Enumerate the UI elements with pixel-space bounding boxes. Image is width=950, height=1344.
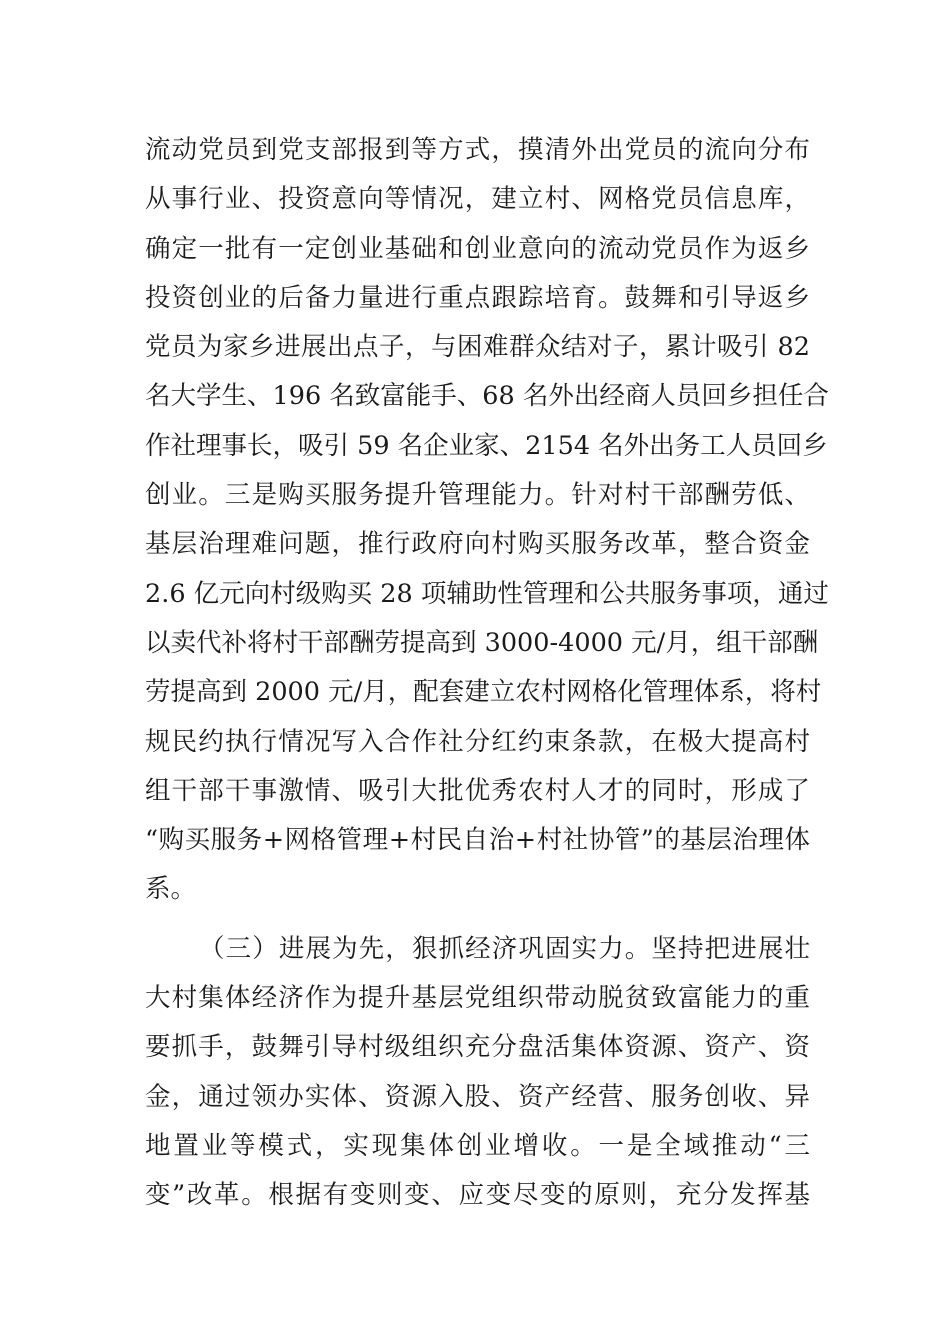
- text-line: 基层治理难问题，推行政府向村购买服务改革，整合资金: [145, 529, 810, 560]
- text-line: 系。: [145, 874, 197, 905]
- document-body: [145, 126, 829, 1221]
- text-line: 规民约执行情况写入合作社分红约束条款，在极大提高村: [145, 726, 810, 757]
- text-line: 创业。三是购买服务提升管理能力。针对村干部酬劳低、: [145, 480, 810, 511]
- text-line: 作社理事长，吸引 59 名企业家、2154 名外出务工人员回乡: [145, 430, 828, 461]
- text-line: 从事行业、投资意向等情况，建立村、网格党员信息库，: [145, 184, 810, 215]
- text-line: 名大学生、196 名致富能手、68 名外出经商人员回乡担任合: [145, 381, 829, 412]
- text-line: 党员为家乡进展出点子，与困难群众结对子，累计吸引 82: [145, 332, 810, 363]
- text-line: 地置业等模式，实现集体创业增收。一是全域推动“三: [145, 1130, 810, 1161]
- text-line: 金，通过领办实体、资源入股、资产经营、服务创收、异: [145, 1081, 810, 1112]
- paragraph-2: [145, 925, 810, 1221]
- text-line: 确定一批有一定创业基础和创业意向的流动党员作为返乡: [145, 233, 810, 264]
- text-line: 变”改革。根据有变则变、应变尽变的原则，充分发挥基: [145, 1180, 810, 1211]
- text-line: “购买服务+网格管理+村民自治+村社协管”的基层治理体: [145, 825, 810, 856]
- text-line: 要抓手，鼓舞引导村级组织充分盘活集体资源、资产、资: [145, 1032, 810, 1063]
- text-line: 劳提高到 2000 元/月，配套建立农村网格化管理体系，将村: [145, 677, 822, 708]
- text-line: 流动党员到党支部报到等方式，摸清外出党员的流向分布: [145, 135, 810, 165]
- section-heading-line: （三）进展为先，狠抓经济巩固实力。坚持把进展壮: [199, 933, 810, 964]
- text-line: 以卖代补将村干部酬劳提高到 3000-4000 元/月，组干部酬: [145, 627, 819, 658]
- paragraph-1: [145, 126, 829, 915]
- text-line: 大村集体经济作为提升基层党组织带动脱贫致富能力的重: [145, 983, 810, 1014]
- text-line: 2.6 亿元向村级购买 28 项辅助性管理和公共服务事项，通过: [145, 578, 829, 609]
- text-line: 投资创业的后备力量进行重点跟踪培育。鼓舞和引导返乡: [145, 282, 810, 313]
- text-line: 组干部干事激情、吸引大批优秀农村人才的同时，形成了: [145, 775, 810, 806]
- paragraph-gap: [145, 915, 810, 925]
